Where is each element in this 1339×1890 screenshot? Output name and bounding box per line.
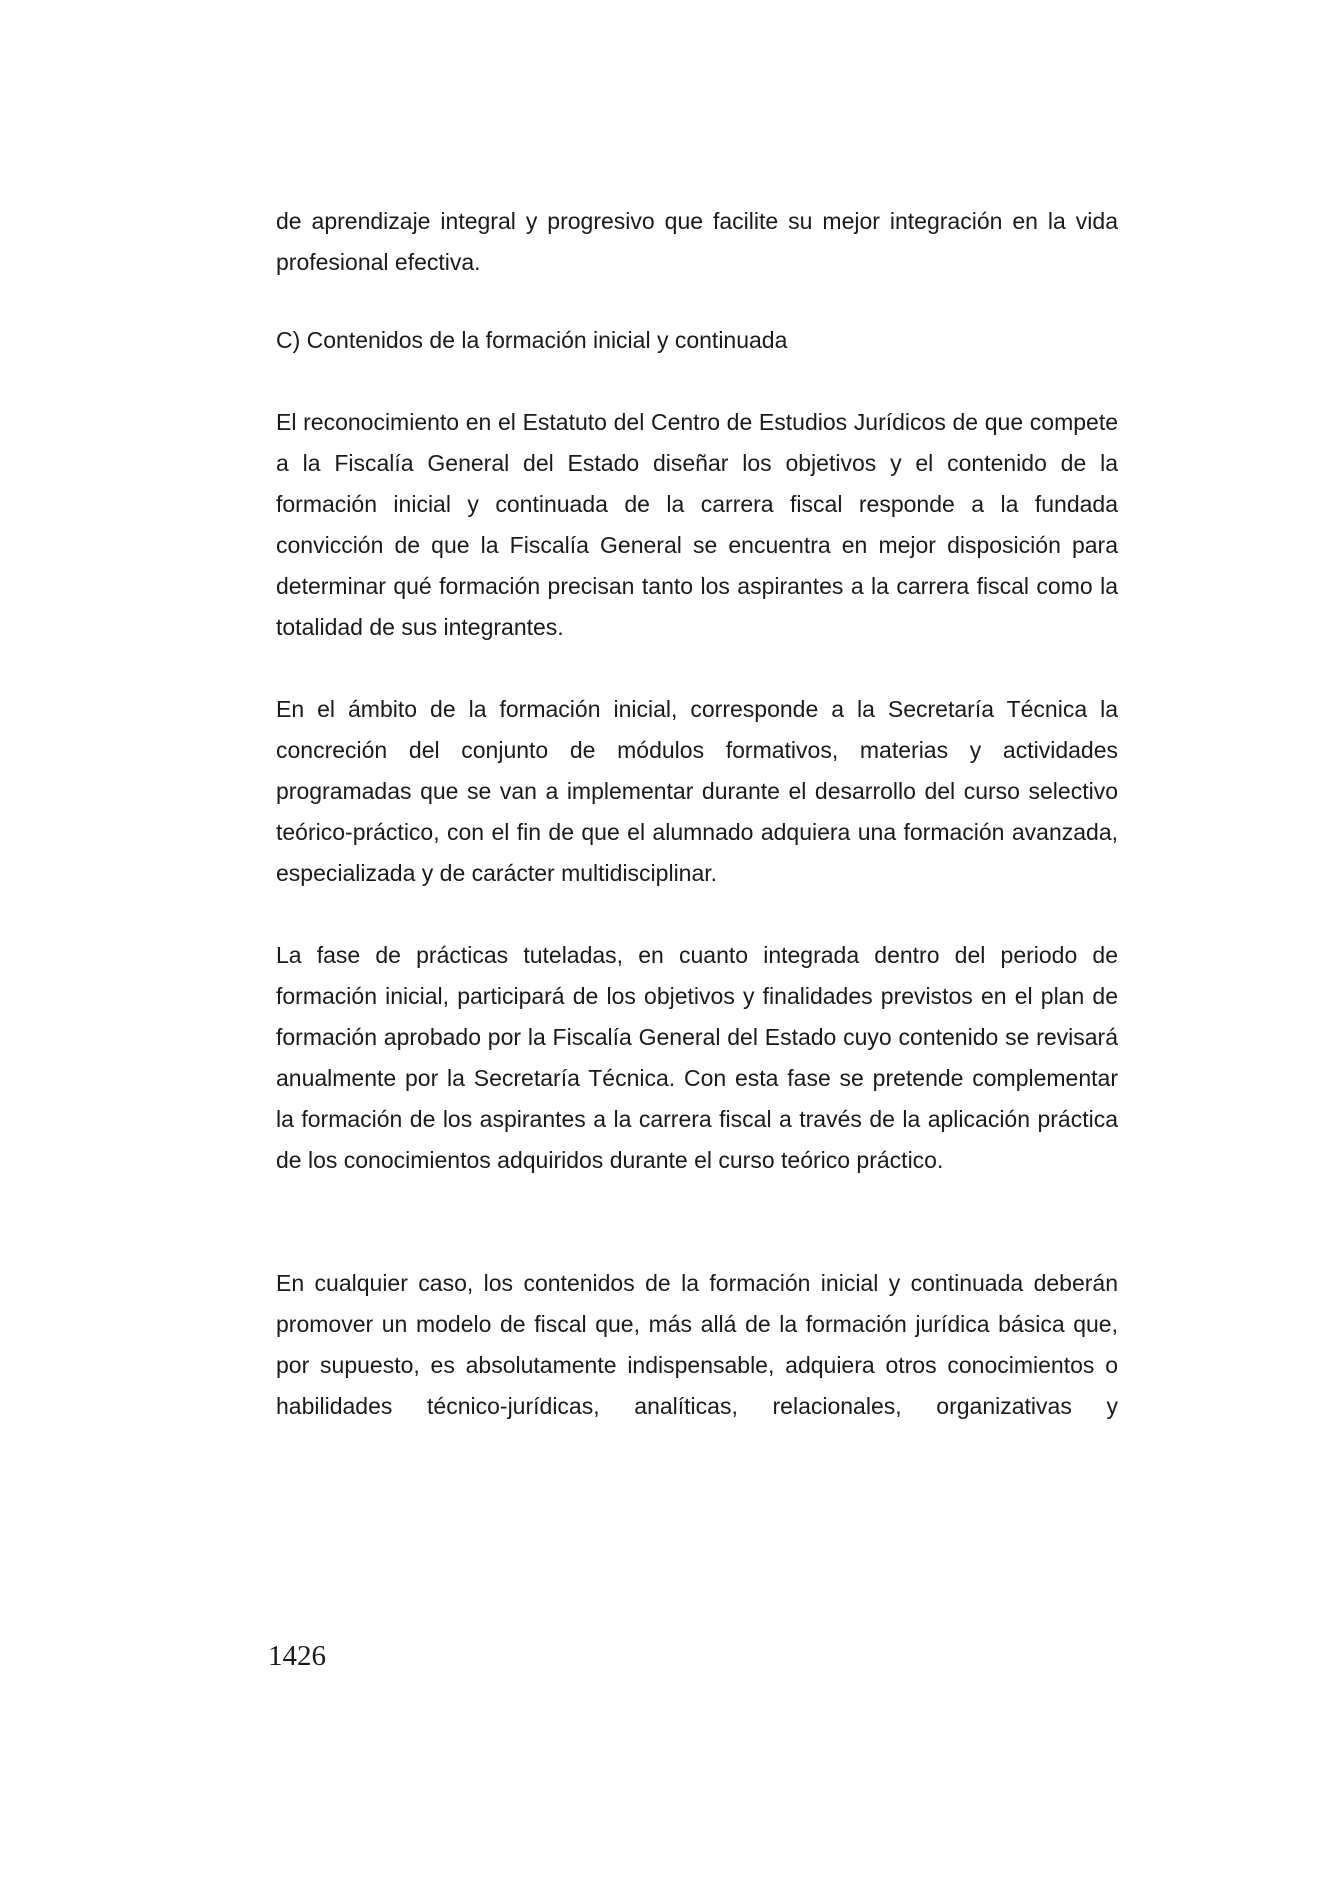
paragraph-3: La fase de prácticas tuteladas, en cuanto integrada dentro del periodo de formación inicial, participará de los objetivos y finalidades previstos en el plan de formación aprobado por la Fiscalía General del Estado cuyo contenido se revisará anualmente por la Secretaría Técnica. Con esta fase se pretende complementar la formación de los aspirantes a la carrera fiscal a través de la aplicación práctica de los conocimientos adquiridos durante el curso teórico práctico. [276, 942, 1118, 1173]
page-number: 1426 [268, 1640, 326, 1672]
paragraph-1: El reconocimiento en el Estatuto del Centro de Estudios Jurídicos de que compete a la Fiscalía General del Estado diseñar los objetivos y el contenido de la formación inicial y continuada de la carrera fiscal responde a la fundada convicción de que la Fiscalía General se encuentra en mejor disposición para determinar qué formación precisan tanto los aspirantes a la carrera fiscal como la totalidad de sus integrantes. [276, 409, 1118, 640]
paragraph-2: En el ámbito de la formación inicial, corresponde a la Secretaría Técnica la concreción del conjunto de módulos formativos, materias y actividades programadas que se van a implementar durante el desarrollo del curso selectivo teórico-práctico, con el fin de que el alumnado adquiera una formación avanzada, especializada y de carácter multidisciplinar. [276, 696, 1118, 886]
section-heading: C) Contenidos de la formación inicial y continuada [276, 327, 788, 353]
paragraph-4: En cualquier caso, los contenidos de la formación inicial y continuada deberán promover un modelo de fiscal que, más allá de la formación jurídica básica que, por supuesto, es absolutamente indispensable, adquiera otros conocimientos o habilidades técnico-jurídicas, analíticas, relacionales, organizativas y [276, 1270, 1118, 1419]
paragraph-intro-continuation: de aprendizaje integral y progresivo que facilite su mejor integración en la vida profesional efectiva. [276, 208, 1118, 275]
